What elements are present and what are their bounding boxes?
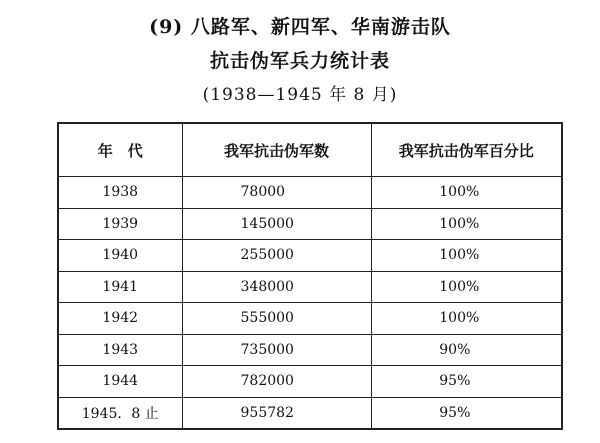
percent-cell: [371, 303, 562, 335]
count-cell: [182, 271, 371, 303]
count-value: 955782: [240, 404, 294, 421]
percent-cell: [371, 334, 562, 366]
table-row: [58, 303, 562, 335]
count-cell: [182, 303, 371, 335]
percent-cell: [371, 397, 562, 429]
count-value: 255000: [240, 247, 294, 264]
count-cell: [182, 366, 371, 398]
table-row: [58, 366, 562, 398]
percent-cell: [371, 208, 562, 240]
percent-value: 95%: [439, 404, 471, 421]
count-cell: [182, 177, 371, 209]
year-cell: 1941: [58, 271, 182, 303]
count-value: 78000: [240, 184, 286, 201]
percent-value: 90%: [439, 341, 471, 358]
table-row: [58, 397, 562, 429]
count-cell: [182, 334, 371, 366]
percent-value: 100%: [439, 247, 480, 264]
percent-cell: [371, 177, 562, 209]
table-row: [58, 271, 562, 303]
percent-value: 100%: [439, 278, 480, 295]
year-cell: 1943: [58, 334, 182, 366]
header-percent: 我军抗击伪军百分比: [371, 123, 562, 177]
percent-cell: [371, 366, 562, 398]
percent-value: 95%: [439, 373, 471, 390]
percent-value: 100%: [439, 215, 480, 232]
count-value: 555000: [240, 310, 294, 327]
count-cell: [182, 208, 371, 240]
year-cell: 1938: [58, 177, 182, 209]
count-value: 782000: [240, 373, 294, 390]
count-cell: [182, 397, 371, 429]
percent-value: 100%: [439, 310, 480, 327]
percent-cell: [371, 271, 562, 303]
percent-cell: [371, 240, 562, 272]
date-range: (1938—1945 年 8 月): [202, 85, 398, 105]
year-cell: 1944: [58, 366, 182, 398]
table-header-row: [58, 123, 562, 177]
year-cell: 1939: [58, 208, 182, 240]
count-value: 145000: [240, 215, 294, 232]
header-year: 年 代: [58, 123, 182, 177]
statistics-table: [57, 122, 563, 430]
table-row: [58, 208, 562, 240]
table-row: [58, 177, 562, 209]
table-row: [58, 334, 562, 366]
count-value: 735000: [240, 341, 294, 358]
year-cell: 1940: [58, 240, 182, 272]
year-cell: 1945．8 止: [58, 397, 182, 429]
percent-value: 100%: [439, 184, 480, 201]
count-value: 348000: [240, 278, 294, 295]
document-subtitle: 抗击伪军兵力统计表: [209, 50, 390, 72]
year-cell: 1942: [58, 303, 182, 335]
header-count: 我军抗击伪军数: [182, 123, 371, 177]
document-title: (9) 八路军、新四军、华南游击队: [149, 16, 451, 38]
table-row: [58, 240, 562, 272]
count-cell: [182, 240, 371, 272]
